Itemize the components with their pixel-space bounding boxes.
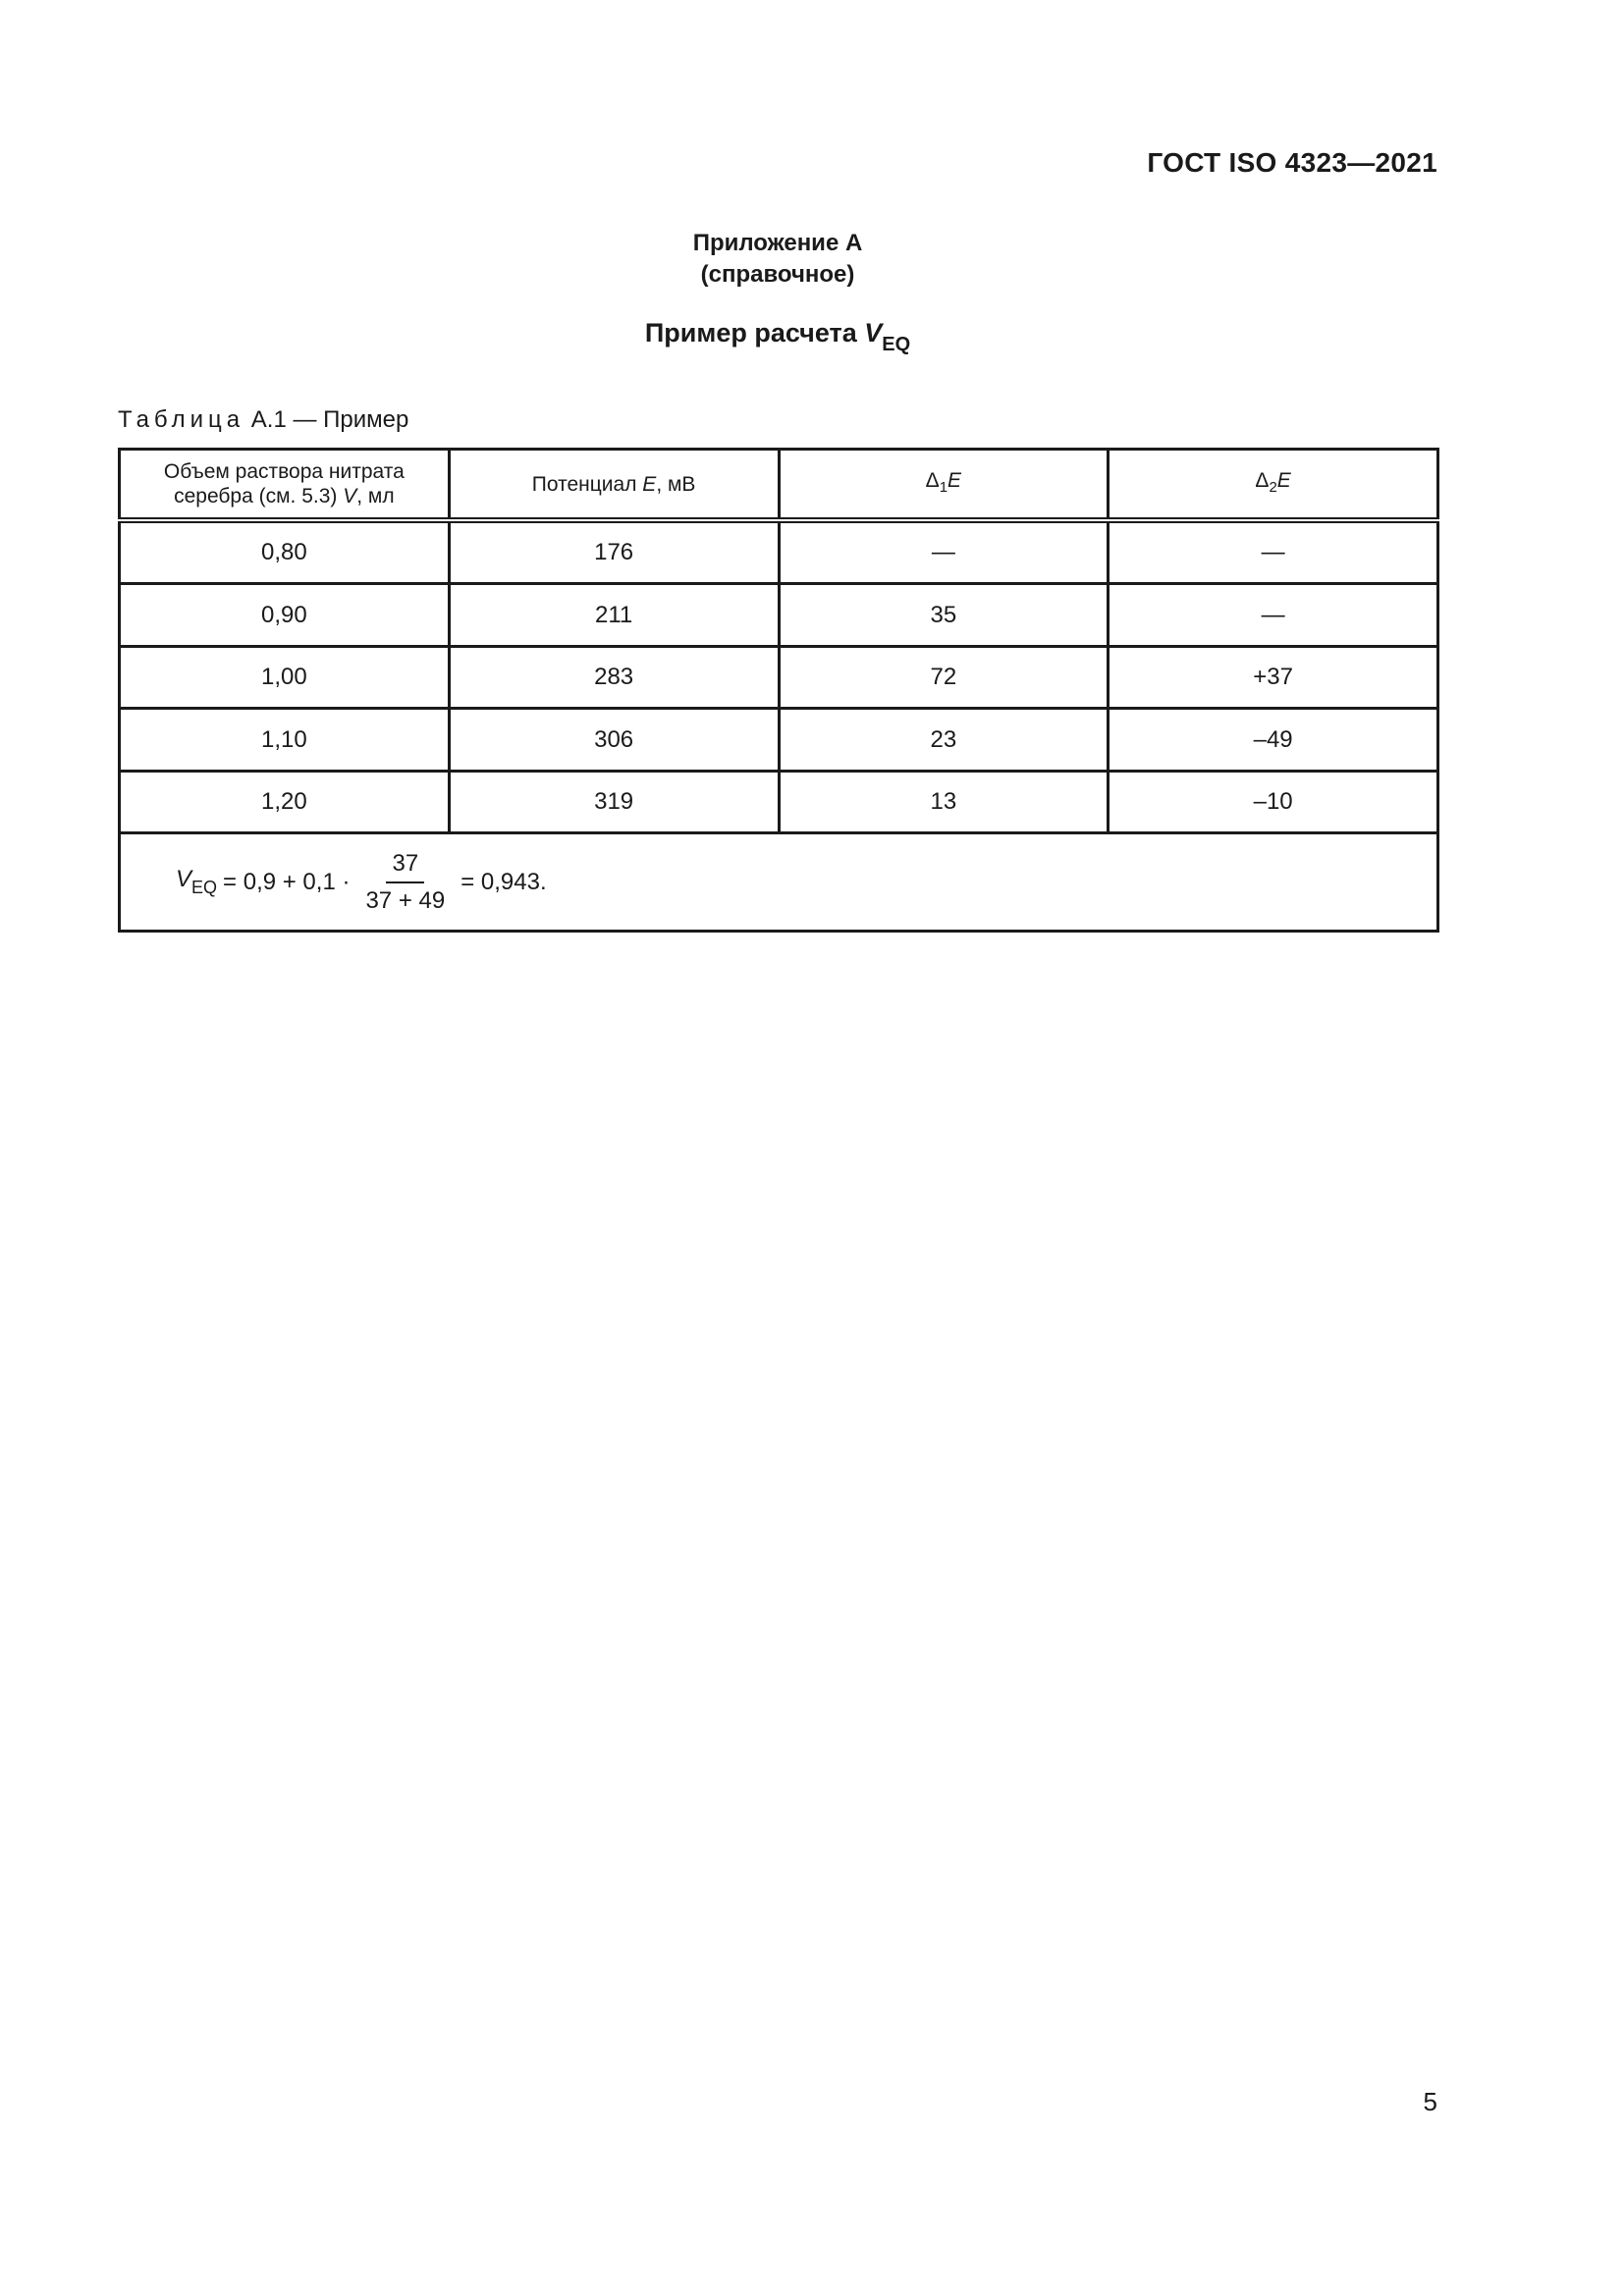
cell-delta1: 23 [779,709,1109,771]
cell-delta2: –49 [1109,709,1438,771]
table-row [120,584,1438,646]
cell-volume: 1,20 [120,771,450,832]
formula-variable-letter: V [176,866,192,893]
formula-lhs: = 0,9 + 0,1 · [223,868,351,895]
appendix-heading [0,228,1555,291]
section-title [0,318,1555,356]
header-delta2-delta: Δ [1255,469,1270,492]
header-potential-unit: , мВ [656,472,696,496]
formula-variable [176,866,217,898]
data-table [118,448,1439,933]
cell-potential: 306 [449,709,779,771]
header-delta2-symbol: E [1276,469,1291,492]
page-number: 5 [1423,2087,1437,2116]
header-potential-label: Потенциал [531,472,643,496]
formula-denominator: 37 + 49 [365,886,446,914]
formula-numerator: 37 [386,850,424,883]
header-potential-symbol: E [642,472,657,496]
cell-delta1: 72 [779,646,1109,708]
formula-fraction [359,850,451,915]
header-volume-line1: Объем раствора нитрата [163,460,405,483]
formula-row [120,833,1438,932]
header-volume [120,450,450,521]
table-header-row [120,450,1438,521]
formula-rhs: = 0,943. [460,868,547,895]
table-row [120,771,1438,832]
header-volume-unit: , мл [356,485,395,507]
formula-cell [120,833,1438,932]
appendix-subtitle: (справочное) [700,261,855,288]
veq-formula [176,850,547,915]
cell-delta2: –10 [1109,771,1438,832]
cell-delta1: — [779,520,1109,584]
table-caption-rest: А.1 — Пример [244,406,409,433]
cell-potential: 283 [449,646,779,708]
cell-volume: 1,10 [120,709,450,771]
cell-delta1: 13 [779,771,1109,832]
table-caption [118,406,408,434]
cell-delta2: — [1109,584,1438,646]
section-title-symbol-sub: EQ [882,334,911,355]
cell-potential: 319 [449,771,779,832]
table-row [120,646,1438,708]
header-delta1-delta: Δ [925,469,940,492]
header-delta1 [779,450,1109,521]
document-code: ГОСТ ISO 4323—2021 [1147,147,1437,178]
header-delta2 [1109,450,1438,521]
section-title-text: Пример расчета [644,318,865,347]
table-caption-word: Таблица [118,406,245,433]
cell-potential: 211 [449,584,779,646]
header-volume-symbol: V [343,485,357,507]
appendix-title: Приложение А [692,230,863,256]
cell-delta2: — [1109,520,1438,584]
formula-variable-sub: EQ [191,878,218,898]
header-delta1-symbol: E [947,469,962,492]
header-volume-line2: серебра (см. 5.3) [174,485,344,507]
header-delta2-sub: 2 [1269,479,1277,496]
cell-volume: 0,80 [120,520,450,584]
cell-potential: 176 [449,520,779,584]
cell-delta2: +37 [1109,646,1438,708]
table-row [120,709,1438,771]
cell-volume: 1,00 [120,646,450,708]
cell-volume: 0,90 [120,584,450,646]
header-delta1-sub: 1 [939,479,948,496]
header-potential [449,450,779,521]
cell-delta1: 35 [779,584,1109,646]
section-title-symbol: V [864,318,883,347]
table-row [120,520,1438,584]
